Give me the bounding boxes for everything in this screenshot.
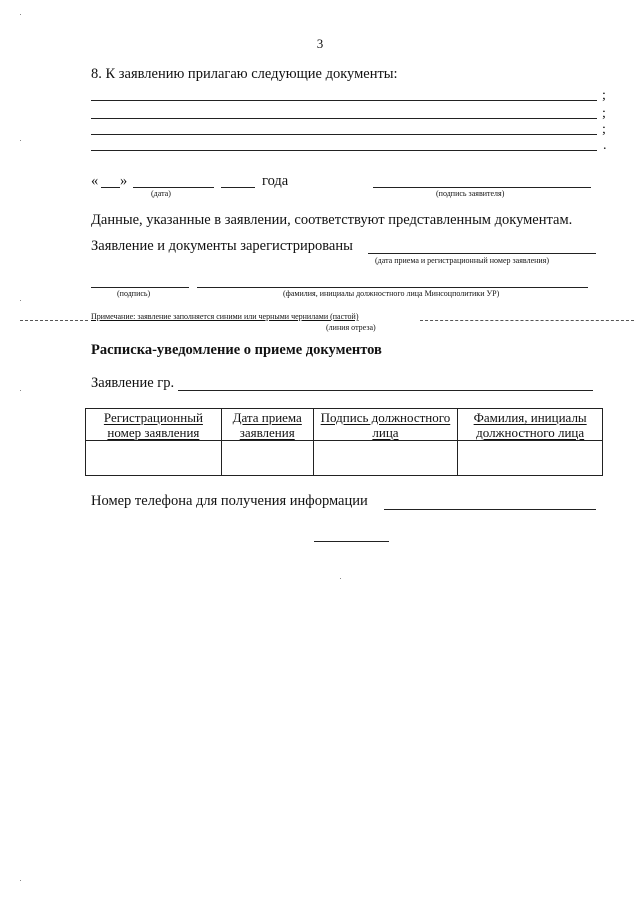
applicant-name-field[interactable] [178,390,593,391]
line-ending: ; [602,122,606,137]
official-signature-field[interactable] [91,287,189,288]
note-text: Примечание: заявление заполняется синими или черными чернилами (пастой) [91,312,359,321]
scan-speck [20,390,21,391]
header-receipt-date: Дата приема заявления [221,409,313,441]
official-name-field[interactable] [197,287,588,288]
line-ending: ; [602,106,606,121]
data-statement: Данные, указанные в заявлении, соответствуют представленным документам. [91,212,573,228]
end-rule [314,541,389,542]
scan-speck [20,880,21,881]
header-official-signature: Подпись должностного лица [313,409,458,441]
cell-official-signature[interactable] [313,441,458,476]
quote-open: « [91,173,99,189]
cell-receipt-date[interactable] [221,441,313,476]
month-field[interactable] [133,187,214,188]
phone-label: Номер телефона для получения информации [91,493,368,509]
header-registration-number: Регистрационный номер заявления [86,409,222,441]
date-caption: (дата) [151,189,171,198]
receipt-table [85,408,603,476]
year-word: года [262,173,289,189]
quote-close: » [120,173,128,189]
cut-line-left [20,320,88,321]
scan-speck [340,578,341,579]
line-ending: ; [602,88,606,103]
scan-speck [20,300,21,301]
receipt-title: Расписка-уведомление о приеме документов [91,342,382,358]
signature-caption: (подпись заявителя) [436,189,505,198]
registered-label: Заявление и документы зарегистрированы [91,238,353,254]
header-official-name: Фамилия, инициалы должностного лица [458,409,603,441]
applicant-label: Заявление гр. [91,375,175,391]
cut-line-caption: (линия отреза) [326,323,376,332]
official-caption: (фамилия, инициалы должностного лица Минсоцполитики УР) [283,289,500,298]
line-ending: . [603,138,607,153]
day-field[interactable] [101,187,120,188]
table-header-row [86,409,603,441]
cell-official-name[interactable] [458,441,603,476]
table-row [86,441,603,476]
sign-caption: (подпись) [117,289,151,298]
registration-field[interactable] [368,253,596,254]
page-number: 3 [316,36,324,51]
registration-caption: (дата приема и регистрационный номер заявления) [375,256,550,265]
cell-registration-number[interactable] [86,441,222,476]
applicant-signature-field[interactable] [373,187,591,188]
scan-speck [20,14,21,15]
cut-line-right [420,320,634,321]
year-field[interactable] [221,187,255,188]
scan-speck [20,140,21,141]
section8-title: 8. К заявлению прилагаю следующие документы: [91,66,398,82]
phone-field[interactable] [384,509,596,510]
